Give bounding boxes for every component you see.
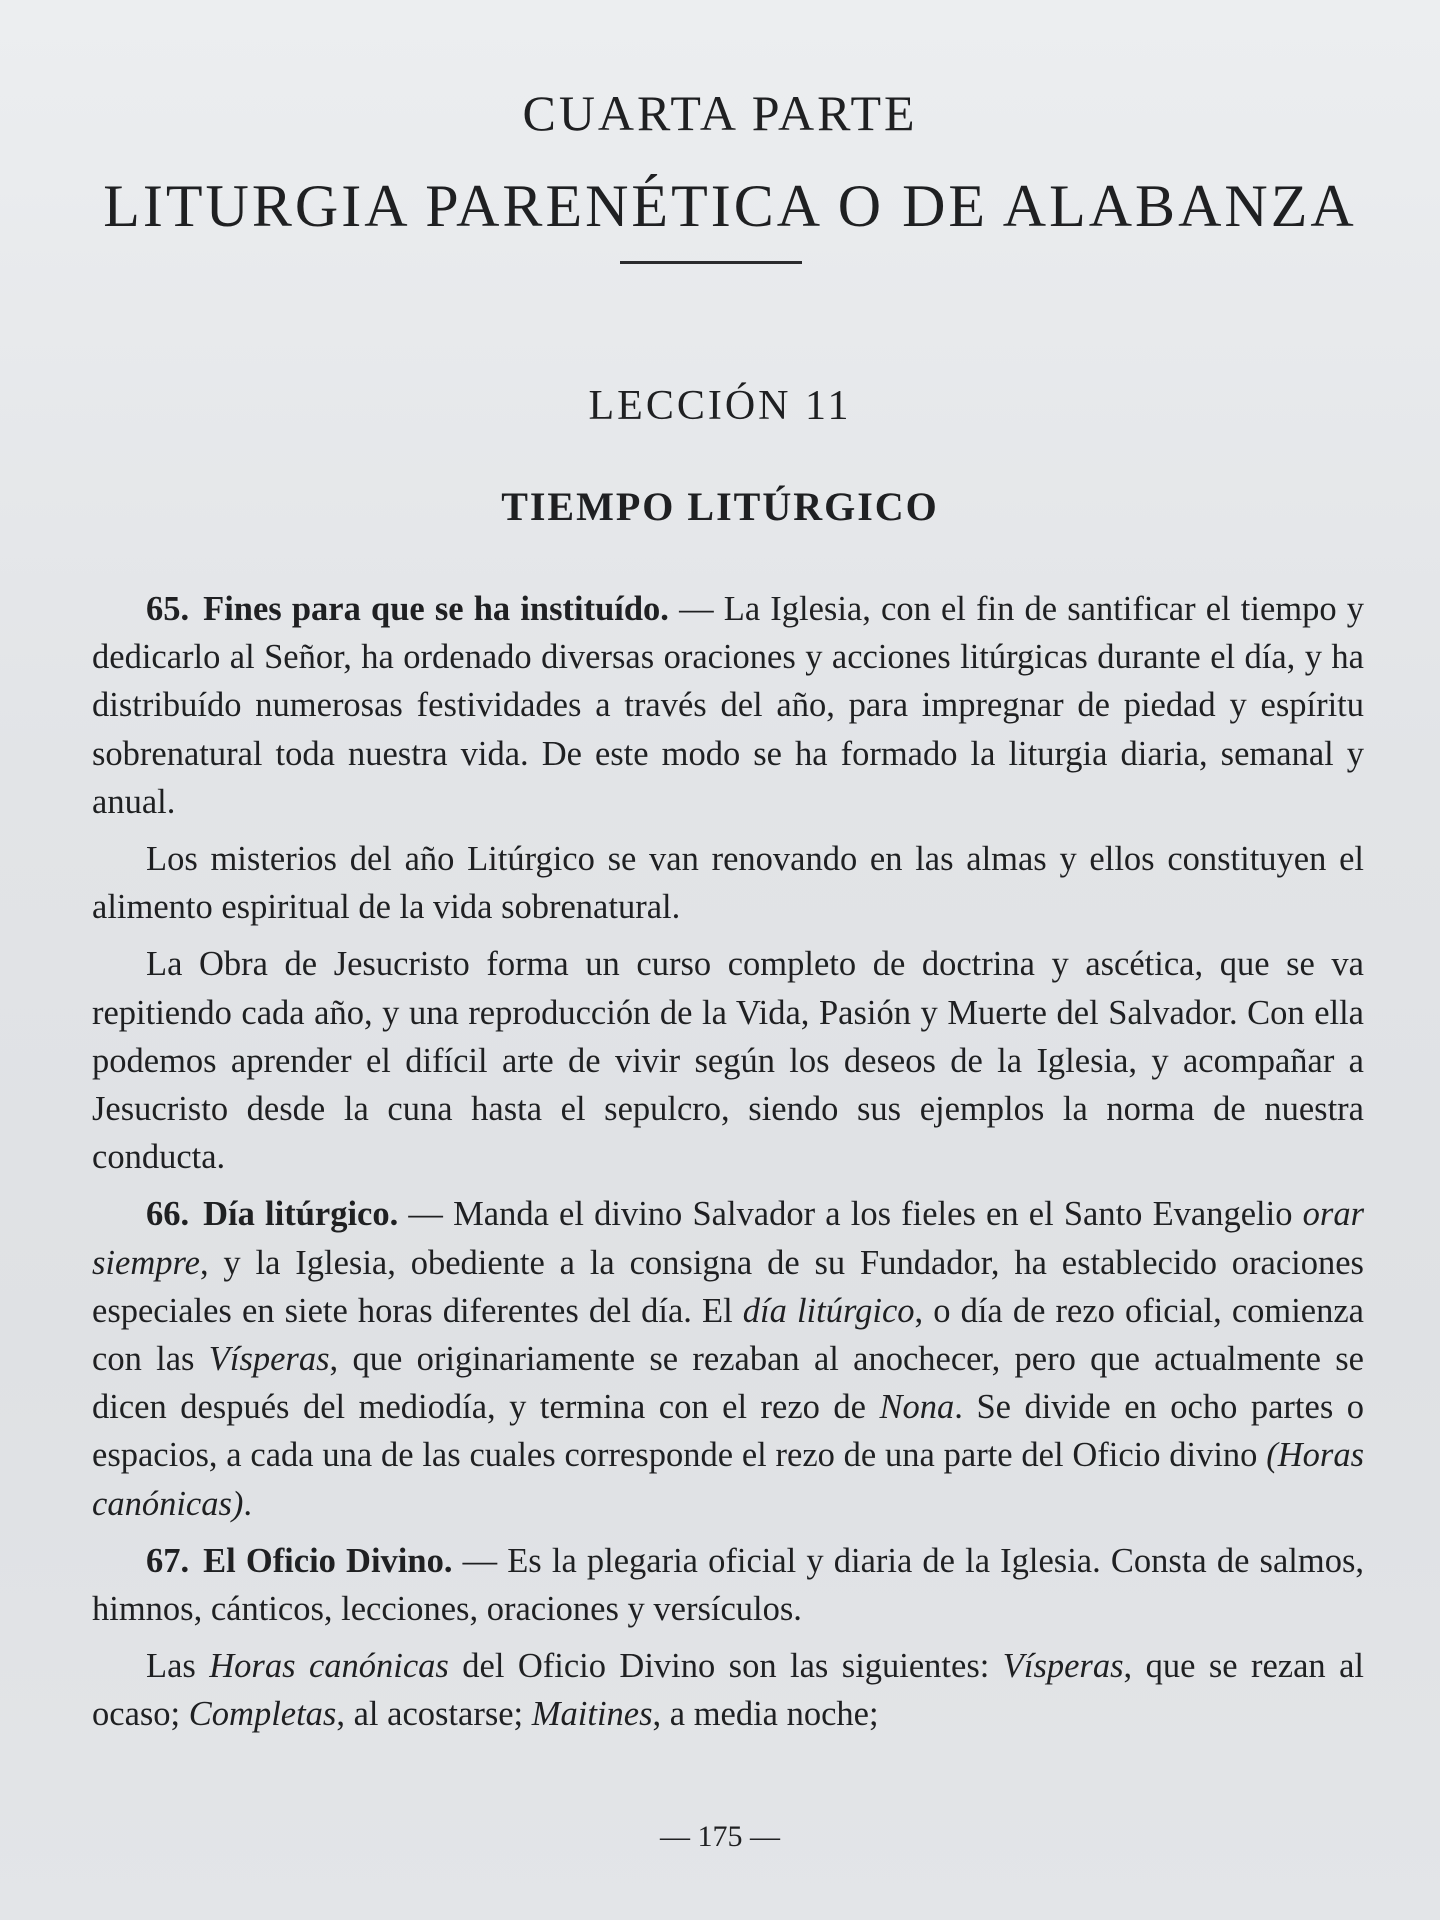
dash: — <box>398 1195 454 1234</box>
section-67-paragraph-2 <box>92 1642 1364 1738</box>
lesson-heading: LECCIÓN 11 <box>588 383 852 429</box>
part-title: LITURGIA PARENÉTICA O DE ALABANZA <box>103 173 1357 239</box>
section-66-paragraph <box>92 1190 1364 1527</box>
text-run: del Oficio Divino son las siguientes: <box>448 1647 1003 1686</box>
text-run: . Se divide en ocho partes o espacios, a cada una de las cuales corresponde el rezo de una parte del Oficio divino <box>92 1388 1365 1475</box>
italic-run: Vísperas <box>208 1340 330 1379</box>
text-run: Las <box>146 1647 210 1686</box>
body-text <box>92 585 1364 1748</box>
dash: — <box>452 1541 508 1580</box>
text-run: , a media noche; <box>652 1695 879 1734</box>
part-label: CUARTA PARTE <box>522 85 918 141</box>
paragraph-text: Es la plegaria oficial y diaria de la Iglesia. Consta de salmos, himnos, cánticos, lecciones, oraciones y versículos. <box>92 1541 1365 1629</box>
section-heading: El Oficio Divino. <box>203 1541 453 1580</box>
italic-run: orar siempre <box>92 1195 1364 1282</box>
section-heading: Día litúrgico. <box>203 1195 399 1234</box>
section-number: 66. <box>146 1195 190 1234</box>
section-67-paragraph-1 <box>92 1537 1364 1633</box>
text-run: , o día de rezo oficial, comienza con las <box>92 1291 1364 1379</box>
italic-run: Nona <box>879 1388 955 1427</box>
italic-run: (Horas canónicas) <box>92 1436 1364 1523</box>
text-run: , y la Iglesia, obediente a la consigna de su Fundador, ha establecido oraciones especiales en siete horas diferentes del día. El <box>92 1243 1364 1330</box>
section-heading: Fines para que se ha instituído. <box>203 590 669 628</box>
dash: — <box>668 590 724 628</box>
section-number: 67. <box>146 1541 190 1580</box>
section-65-paragraph-3: La Obra de Jesucristo forma un curso completo de doctrina y ascética, que se va repitiendo cada año, y una reproducción de la Vida, Pasión y Muerte del Salvador. Con ella podemos aprender el difícil arte de vivir según los deseos de la Iglesia, y acompañar a Jesucristo desde la cuna hasta el sepulcro, siendo sus ejemplos la norma de nuestra conducta. <box>92 945 1364 1177</box>
italic-run: Horas canónicas <box>209 1647 449 1686</box>
italic-run: Maitines <box>531 1695 653 1734</box>
italic-run: Vísperas <box>1002 1647 1124 1686</box>
italic-run: Completas <box>188 1695 337 1734</box>
section-65-paragraph-2: Los misterios del año Litúrgico se van renovando en las almas y ellos constituyen el alimento espiritual de la vida sobrenatural. <box>92 840 1364 927</box>
text-run: . <box>243 1484 253 1523</box>
section-number: 65. <box>146 590 190 628</box>
paragraph-text: La Iglesia, con el fin de santificar el tiempo y dedicarlo al Señor, ha ordenado diversas oraciones y acciones litúrgicas durante el día, y ha distribuído numerosas festividades a través del año, para impregnar de piedad y espíritu sobrenatural toda nuestra vida. De este modo se ha formado la liturgia diaria, semanal y anual. <box>92 590 1365 821</box>
text-run: Manda el divino Salvador a los fieles en el Santo Evangelio <box>453 1195 1303 1234</box>
title-rule <box>620 261 802 264</box>
text-run: , al acostarse; <box>336 1695 532 1734</box>
section-65-paragraph-1 <box>92 585 1364 826</box>
lesson-subject: TIEMPO LITÚRGICO <box>501 484 939 529</box>
text-run: , que se rezan al ocaso; <box>92 1647 1364 1734</box>
page-number: — 175 — <box>660 1820 780 1853</box>
italic-run: día litúrgico <box>742 1291 915 1330</box>
text-run: , que originariamente se rezaban al anochecer, pero que actualmente se dicen después del mediodía, y termina con el rezo de <box>92 1340 1364 1427</box>
